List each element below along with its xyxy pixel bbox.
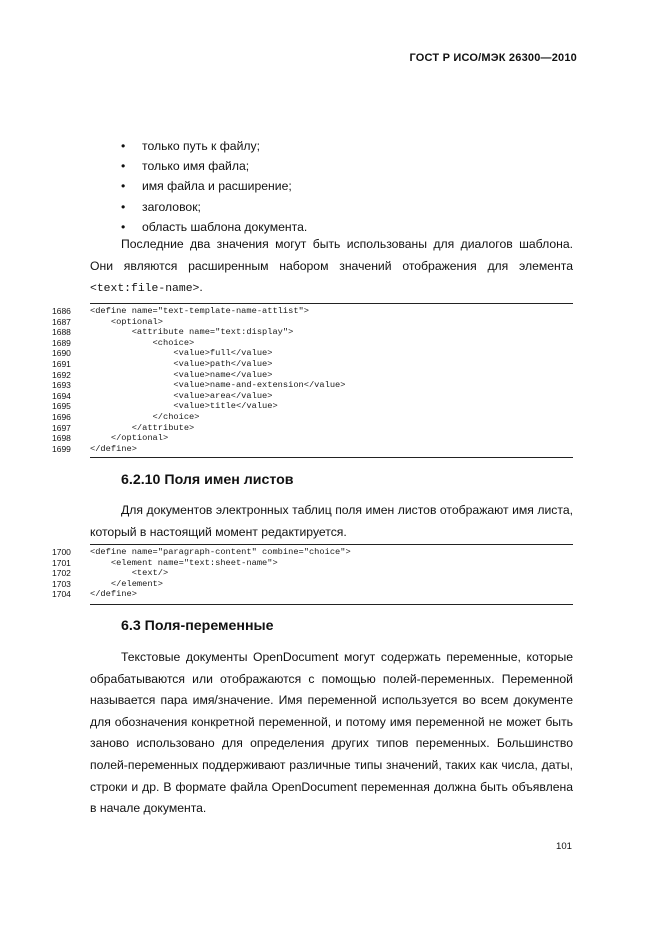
code-listing-sheet-name: [52, 547, 573, 601]
line-number: 1691: [52, 359, 71, 369]
list-item-text: только имя файла;: [142, 159, 250, 174]
code-text: <optional>: [90, 316, 163, 327]
bullet-marker: •: [121, 179, 126, 194]
line-number: 1703: [52, 578, 71, 589]
code-text: </define>: [90, 589, 137, 600]
line-number: 1688: [52, 327, 71, 338]
line-number: 1695: [52, 401, 71, 412]
line-number: 1701: [52, 557, 71, 568]
line-number: 1690: [52, 348, 71, 359]
list-item-text: только путь к файлу;: [142, 139, 260, 153]
paragraph-display-values: Последние два значения могут быть использованы для диалогов шаблона. Они являются расширенным набором значений отображения для элемента <text:file-name>.: [90, 237, 573, 296]
code-block-top-rule: [90, 544, 573, 545]
paragraph-sheet-names: Для документов электронных таблиц поля имен листов отображают имя листа, который в настоящий момент редактируется.: [90, 503, 573, 539]
code-text: </choice>: [90, 412, 200, 422]
line-number: 1704: [52, 589, 71, 600]
code-block-bottom-rule: [90, 604, 573, 605]
code-listing-template-name: [52, 306, 573, 456]
line-number: 1692: [52, 369, 71, 380]
bullet-marker: •: [121, 219, 126, 234]
line-number: 1702: [52, 568, 71, 579]
list-item: [121, 176, 573, 196]
list-item-text: имя файла и расширение;: [142, 179, 292, 194]
list-item: [121, 136, 573, 156]
section-heading-variables: 6.3 Поля-переменные: [121, 618, 274, 634]
code-text: <value>path</value>: [90, 359, 273, 369]
line-number: 1687: [52, 316, 71, 327]
list-item: [121, 156, 573, 176]
code-text: <value>title</value>: [90, 401, 278, 412]
line-number: 1698: [52, 433, 71, 444]
code-text: <choice>: [90, 337, 195, 348]
line-number: 1697: [52, 422, 71, 433]
code-text: </define>: [90, 443, 137, 454]
bullet-marker: •: [121, 159, 126, 174]
line-number: 1700: [52, 547, 71, 557]
code-text: </element>: [90, 578, 163, 589]
code-text: <value>full</value>: [90, 348, 273, 359]
code-text: <value>name</value>: [90, 369, 273, 380]
paragraph-variables: Текстовые документы OpenDocument могут содержать переменные, которые обрабатываются или отображаются с помощью полей-переменных. Переменной называется пара имя/значение. Имя переменной используется во всем документе для обозначения конкретной переменной, и потому имя переменной не может быть заново использовано для определения других типов переменных. Большинство полей-переменных поддерживают различные типы значений, таких как числа, даты, строки и др. В формате файла OpenDocument переменная должна быть объявлена в начале документа.: [90, 650, 573, 816]
bullet-list: [121, 136, 573, 237]
line-number: 1693: [52, 380, 71, 391]
list-item: [121, 197, 573, 217]
bullet-marker: •: [121, 199, 126, 214]
code-text: <value>area</value>: [90, 390, 273, 401]
line-number: 1699: [52, 443, 71, 454]
code-block-top-rule: [90, 303, 573, 304]
code-text: <text/>: [90, 568, 169, 579]
line-number: 1689: [52, 337, 71, 348]
code-block-bottom-rule: [90, 457, 573, 458]
section-heading-sheet-names: 6.2.10 Поля имен листов: [121, 472, 294, 488]
code-text: </attribute>: [90, 422, 195, 433]
page-number: 101: [555, 841, 572, 852]
list-item-text: заголовок;: [142, 199, 201, 214]
line-number: 1696: [52, 412, 71, 422]
code-text: <define name="paragraph-content" combine="choice">: [90, 547, 351, 557]
document-header: ГОСТ Р ИСО/МЭК 26300—2010: [409, 52, 577, 64]
code-text: <element name="text:sheet-name">: [90, 557, 278, 568]
code-text: <attribute name="text:display">: [90, 327, 294, 338]
code-text: <value>name-and-extension</value>: [90, 380, 346, 391]
line-number: 1694: [52, 390, 71, 401]
list-item-text: область шаблона документа.: [142, 219, 308, 234]
inline-code: <text:file-name>: [90, 283, 200, 296]
line-number: 1686: [52, 306, 71, 316]
bullet-marker: •: [121, 139, 126, 153]
code-text: <define name="text-template-name-attlist">: [90, 306, 309, 316]
code-text: </optional>: [90, 433, 169, 444]
